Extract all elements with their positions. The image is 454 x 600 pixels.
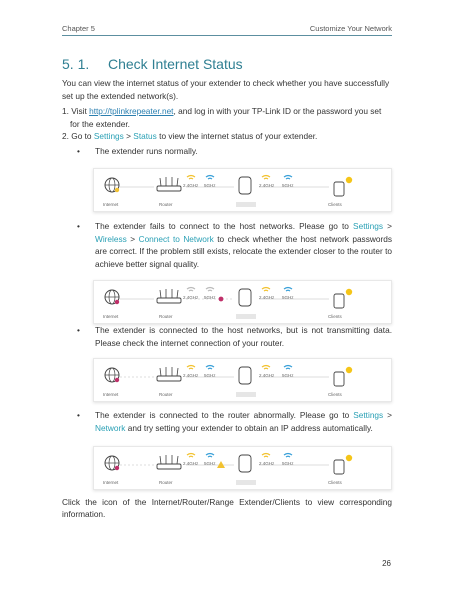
closing-paragraph: Click the icon of the Internet/Router/Range Extender/Clients to view corresponding information. <box>62 497 392 519</box>
link-error-icon <box>219 297 224 302</box>
wifi-24-icon <box>187 454 195 458</box>
clients-label: Clients <box>328 314 342 319</box>
section-title <box>62 56 243 72</box>
band-24-label: 2.4GHz <box>183 295 199 300</box>
ext-band-5-label: 5GHz <box>282 373 294 378</box>
bullet-dot: • <box>77 146 80 156</box>
bullet-no-data-text: The extender is connected to the host networks, but is not transmitting data. Please check the internet connection of your router. <box>95 325 392 348</box>
router-label: Router <box>159 480 173 485</box>
step-1-text-b: , and log in with your TP-Link ID or the password you set for the extender. <box>70 106 382 129</box>
bullet-abnormal-separator: > <box>383 410 392 420</box>
status-link[interactable]: Status <box>133 131 157 141</box>
bullet-fail-separator-2: > <box>126 233 139 244</box>
step-2-number: 2. <box>62 131 69 141</box>
step-2-text-b: to view the internet status of your extender. <box>156 131 318 141</box>
status-diagram-normal <box>93 168 392 212</box>
ext-band-24-label: 2.4GHz <box>259 183 275 188</box>
status-diagram-fail-svg <box>94 281 391 323</box>
internet-error-dot <box>115 466 119 470</box>
ext-band-5-label: 5GHz <box>282 183 294 188</box>
bullet-abnormal <box>77 409 392 434</box>
bullet-fail <box>77 220 392 270</box>
clients-label: Clients <box>328 202 342 207</box>
bullet-abnormal-text-a: The extender is connected to the router abnormally. Please go to <box>95 410 354 420</box>
ext-band-5-label: 5GHz <box>282 295 294 300</box>
bullet-fail-text-a: The extender fails to connect to the host networks. Please go to <box>95 221 354 231</box>
ext-band-24-label: 2.4GHz <box>259 295 275 300</box>
step-2-separator: > <box>123 131 134 141</box>
status-diagram-fail <box>93 280 392 324</box>
ext-wifi-24-icon <box>262 288 270 292</box>
status-diagram-no-data <box>93 358 392 402</box>
router-icon[interactable] <box>157 455 181 469</box>
extender-name-placeholder <box>236 480 256 485</box>
bullet-fail-text-b: to check whether the host network passwords are correct. If the problem still exists, relocate the extender closer to the router to achieve better signal quality. <box>95 233 392 269</box>
internet-status-dot <box>115 188 119 192</box>
bullet-dot: • <box>77 410 80 420</box>
section-number: 5. 1. <box>62 56 90 72</box>
wifi-24-icon <box>187 366 195 370</box>
clients-icon[interactable] <box>334 289 352 308</box>
wifi-5-icon <box>206 454 214 458</box>
status-diagram-abnormal <box>93 446 392 490</box>
step-1 <box>62 105 392 130</box>
clients-icon[interactable] <box>334 367 352 386</box>
bullet-normal <box>77 145 392 158</box>
bullet-fail-separator-1: > <box>383 221 393 231</box>
band-5-label: 5GHz <box>204 373 216 378</box>
router-icon[interactable] <box>157 289 181 303</box>
ext-wifi-5-icon <box>284 366 292 370</box>
router-label: Router <box>159 314 173 319</box>
bullet-abnormal-text <box>95 409 392 434</box>
ext-wifi-5-icon <box>284 454 292 458</box>
ext-band-24-label: 2.4GHz <box>259 461 275 466</box>
internet-error-dot <box>115 300 119 304</box>
page-number: 26 <box>382 559 391 568</box>
step-1-number: 1. <box>62 106 69 116</box>
band-5-label: 5GHz <box>204 461 216 466</box>
ext-wifi-24-icon <box>262 454 270 458</box>
band-24-label: 2.4GHz <box>183 373 199 378</box>
ext-band-5-label: 5GHz <box>282 461 294 466</box>
clients-label: Clients <box>328 480 342 485</box>
wifi-5-icon <box>206 366 214 370</box>
page-header <box>62 24 392 33</box>
status-diagram-abnormal-svg <box>94 447 391 489</box>
clients-icon[interactable] <box>334 455 352 474</box>
wifi-5-icon <box>206 176 214 180</box>
settings-link[interactable]: Settings <box>93 131 124 141</box>
intro-paragraph: You can view the internet status of your extender to check whether you have successfully set up the extended network(s). <box>62 78 390 101</box>
extender-name-placeholder <box>236 202 256 207</box>
band-5-label: 5GHz <box>204 295 216 300</box>
internet-error-dot <box>115 378 119 382</box>
router-icon[interactable] <box>157 177 181 191</box>
extender-icon[interactable] <box>239 289 251 306</box>
warning-icon <box>217 461 225 468</box>
step-1-text-a: Visit <box>71 106 90 116</box>
bullet-no-data <box>77 324 392 349</box>
router-label: Router <box>159 202 173 207</box>
step-2-text-a: Go to <box>71 131 94 141</box>
repeater-url-link[interactable]: http://tplinkrepeater.net <box>89 106 174 116</box>
ext-wifi-24-icon <box>262 176 270 180</box>
ext-wifi-5-icon <box>284 176 292 180</box>
band-24-label: 2.4GHz <box>183 183 199 188</box>
band-5-label: 5GHz <box>204 183 216 188</box>
bullet-normal-text: The extender runs normally. <box>95 146 198 156</box>
steps-list <box>62 105 392 143</box>
extender-icon[interactable] <box>239 367 251 384</box>
wifi-5-off-icon <box>206 288 214 292</box>
wifi-24-off-icon <box>187 288 195 292</box>
connect-to-network-link[interactable]: Connect to Network <box>138 233 214 244</box>
ext-wifi-24-icon <box>262 366 270 370</box>
internet-label: Internet <box>103 202 119 207</box>
clients-icon[interactable] <box>334 177 352 196</box>
extender-icon[interactable] <box>239 177 251 194</box>
extender-icon[interactable] <box>239 455 251 472</box>
bullet-dot: • <box>77 221 80 231</box>
ext-band-24-label: 2.4GHz <box>259 373 275 378</box>
section-title-text: Check Internet Status <box>108 56 243 72</box>
bullet-dot: • <box>77 325 80 335</box>
wifi-24-icon <box>187 176 195 180</box>
header-rule <box>62 35 392 36</box>
step-2 <box>62 130 392 143</box>
clients-label: Clients <box>328 392 342 397</box>
band-24-label: 2.4GHz <box>183 461 199 466</box>
extender-name-placeholder <box>236 314 256 319</box>
bullet-abnormal-text-b: and try setting your extender to obtain an IP address automatically. <box>125 422 373 433</box>
internet-label: Internet <box>103 392 119 397</box>
status-diagram-normal-svg <box>94 169 391 211</box>
network-link[interactable]: Network <box>95 422 126 433</box>
internet-label: Internet <box>103 314 119 319</box>
settings-link[interactable]: Settings <box>353 410 384 420</box>
section-label: Customize Your Network <box>309 24 392 33</box>
status-diagram-no-data-svg <box>94 359 391 401</box>
settings-link[interactable]: Settings <box>353 221 384 231</box>
router-label: Router <box>159 392 173 397</box>
ext-wifi-5-icon <box>284 288 292 292</box>
internet-label: Internet <box>103 480 119 485</box>
extender-name-placeholder <box>236 392 256 397</box>
bullet-fail-text <box>95 220 392 270</box>
router-icon[interactable] <box>157 367 181 381</box>
wireless-link[interactable]: Wireless <box>95 233 127 244</box>
chapter-label: Chapter 5 <box>62 24 95 33</box>
